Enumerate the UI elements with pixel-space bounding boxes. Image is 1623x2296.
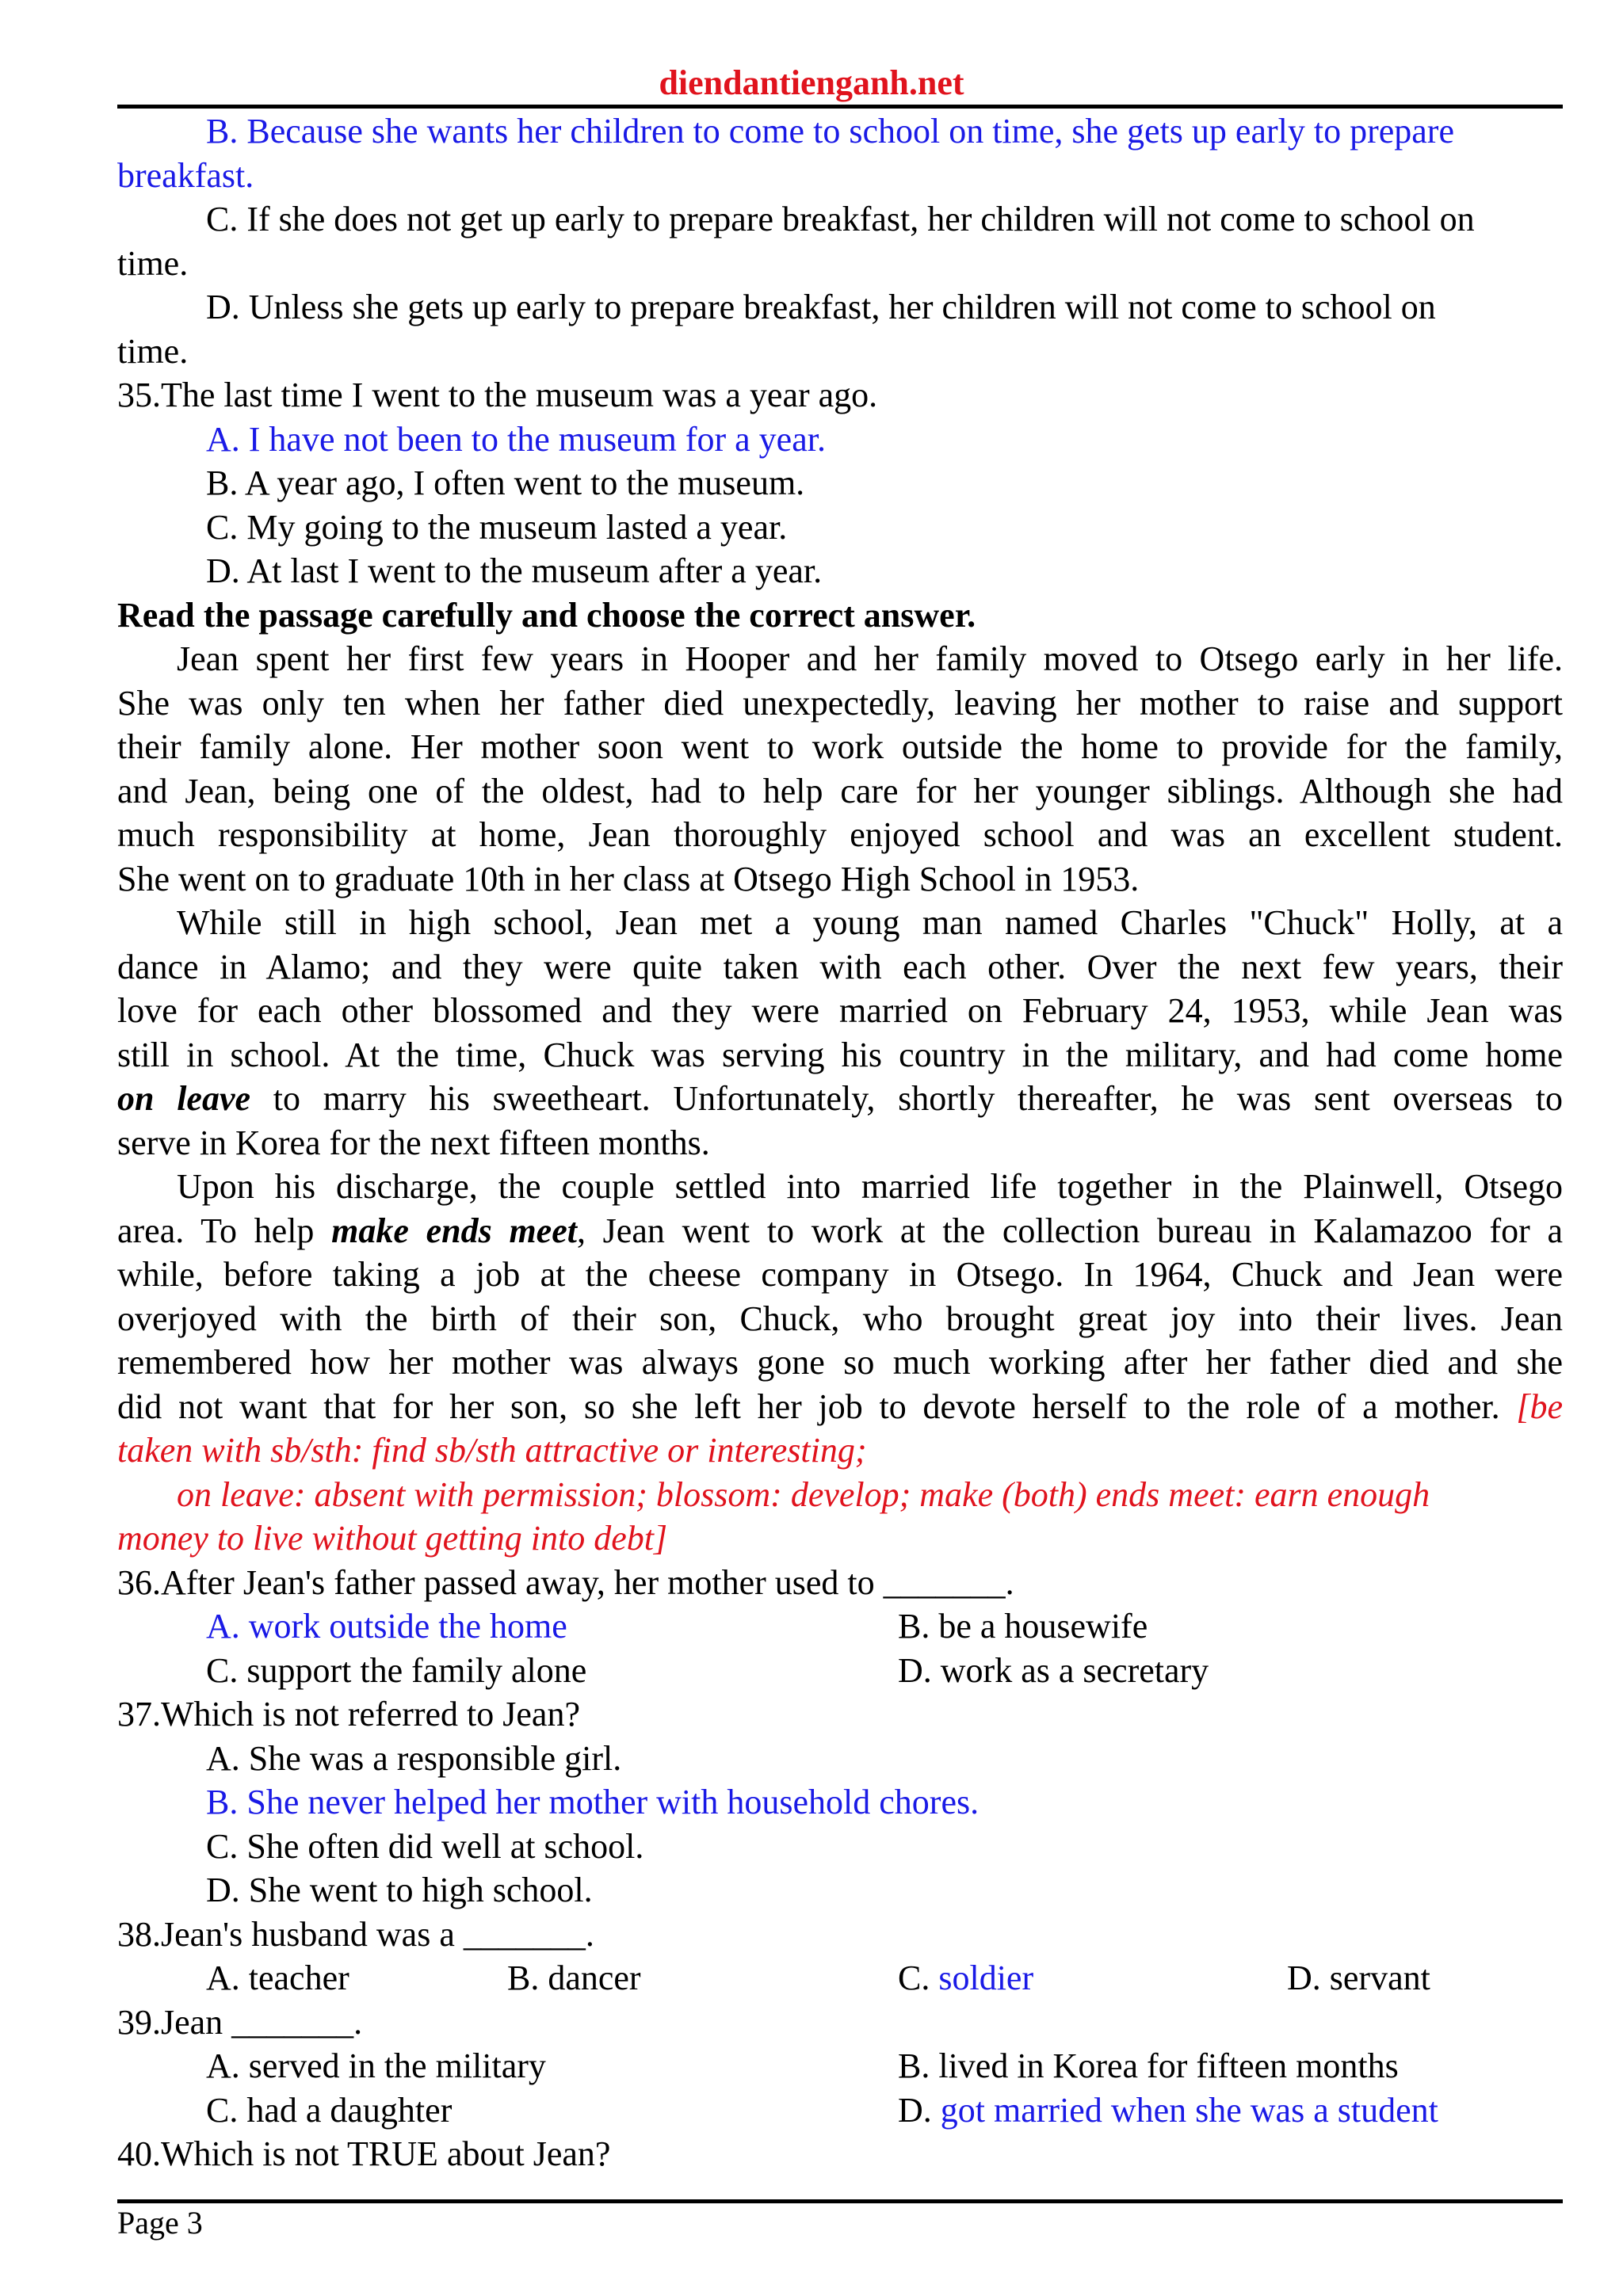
q39-options-row1: [117, 2044, 1563, 2088]
passage-p3-line2: [117, 1209, 1563, 1253]
passage-p2-line2: dance in Alamo; and they were quite taken with each other. Over the next few years, their: [117, 947, 1563, 986]
q38-option-c-text: soldier: [938, 1958, 1034, 1997]
passage-p2-line4: still in school. At the time, Chuck was serving his country in the military, and had come home: [117, 1035, 1563, 1074]
q36-option-b: B. be a housewife: [898, 1607, 1148, 1646]
q40-stem: 40.Which is not TRUE about Jean?: [117, 2134, 611, 2173]
q36-options-row2: [117, 1649, 1563, 1693]
on-leave-keyword: on leave: [117, 1079, 251, 1118]
q35-option-d: D. At last I went to the museum after a year.: [206, 551, 823, 590]
passage-p2-line6: serve in Korea for the next fifteen months.: [117, 1123, 710, 1162]
passage-p3-line6-text: did not want that for her son, so she left her job to devote herself to the role of a mother.: [117, 1386, 1500, 1426]
make-ends-meet-keyword: make ends meet: [331, 1211, 577, 1250]
vocab-note-line1: taken with sb/sth: find sb/sth attractive or interesting;: [117, 1431, 867, 1470]
q34-option-c-line1: C. If she does not get up early to prepare breakfast, her children will not come to school on: [206, 200, 1475, 238]
q37-option-c: C. She often did well at school.: [206, 1826, 644, 1866]
q39-options-row2: [117, 2088, 1563, 2133]
page-number: Page 3: [117, 2205, 203, 2241]
q35-stem: 35.The last time I went to the museum was a year ago.: [117, 376, 878, 414]
passage-p1-line4: and Jean, being one of the oldest, had to help care for her younger siblings. Although she had: [117, 771, 1563, 810]
q34-option-d-line2: time.: [117, 331, 189, 371]
q38-stem: 38.Jean's husband was a _______.: [117, 1914, 594, 1954]
q39-option-d-letter: D.: [898, 2090, 932, 2130]
vocab-note-line2: on leave: absent with permission; blossom: develop; make (both) ends meet: earn enough: [177, 1474, 1430, 1514]
q35-option-a: A. I have not been to the museum for a year.: [206, 419, 826, 459]
q39-stem: 39.Jean _______.: [117, 2002, 363, 2042]
q36-option-c: C. support the family alone: [206, 1650, 587, 1690]
q36-stem: 36.After Jean's father passed away, her mother used to _______.: [117, 1562, 1014, 1602]
q39-option-d: [898, 2088, 1438, 2133]
passage-p1-line3: their family alone. Her mother soon went to work outside the home to provide for the family,: [117, 727, 1563, 766]
q38-options-row: [117, 1956, 1563, 2000]
footer-rule: [117, 2199, 1563, 2203]
q37-option-a: A. She was a responsible girl.: [206, 1738, 622, 1778]
q36-option-d: D. work as a secretary: [898, 1650, 1209, 1690]
q36-option-a: A. work outside the home: [206, 1607, 567, 1646]
passage-p1-line6: She went on to graduate 10th in her class at Otsego High School in 1953.: [117, 859, 1140, 898]
passage-p1-line5: much responsibility at home, Jean thoroughly enjoyed school and was an excellent student.: [117, 815, 1563, 854]
q38-option-a: A. teacher: [206, 1958, 349, 1997]
passage-p3-line4: overjoyed with the birth of their son, Chuck, who brought great joy into their lives. Jean: [117, 1299, 1563, 1338]
passage-p1-line2: She was only ten when her father died unexpectedly, leaving her mother to raise and support: [117, 683, 1563, 723]
q35-option-b: B. A year ago, I often went to the museum.: [206, 463, 805, 502]
q37-stem: 37.Which is not referred to Jean?: [117, 1695, 580, 1733]
passage-p3-line5: remembered how her mother was always gone so much working after her father died and she: [117, 1343, 1563, 1382]
q37-option-b: B. She never helped her mother with household chores.: [206, 1783, 980, 1821]
q39-option-a: A. served in the military: [206, 2046, 546, 2085]
q38-option-c: [898, 1956, 1033, 2000]
passage-p3-line1: Upon his discharge, the couple settled into married life together in the Plainwell, Otsego: [177, 1167, 1563, 1206]
q39-option-d-text: got married when she was a student: [940, 2090, 1438, 2130]
q36-options-row1: [117, 1604, 1563, 1649]
header-rule: [117, 105, 1563, 109]
passage-p2-line5-text: to marry his sweetheart. Unfortunately, shortly thereafter, he was sent overseas to: [273, 1079, 1563, 1118]
vocab-note-line3: money to live without getting into debt]: [117, 1519, 668, 1558]
q39-option-c: C. had a daughter: [206, 2090, 453, 2130]
q34-option-c-line2: time.: [117, 243, 189, 283]
passage-p3-line2-pre: area. To help: [117, 1211, 315, 1250]
q34-option-b-line1: B. Because she wants her children to come to school on time, she gets up early to prepare: [206, 112, 1454, 151]
passage-p3-line3: while, before taking a job at the cheese company in Otsego. In 1964, Chuck and Jean were: [117, 1255, 1563, 1294]
passage-p2-line1: While still in high school, Jean met a young man named Charles "Chuck" Holly, at a: [177, 903, 1563, 942]
q38-option-d: D. servant: [1287, 1958, 1430, 1997]
reading-instruction: Read the passage carefully and choose the correct answer.: [117, 595, 976, 635]
q38-option-b: B. dancer: [507, 1958, 641, 1997]
vocab-note-open: [be: [1516, 1386, 1563, 1426]
q34-option-d-line1: D. Unless she gets up early to prepare breakfast, her children will not come to school on: [206, 288, 1436, 326]
q39-option-b: B. lived in Korea for fifteen months: [898, 2046, 1399, 2085]
site-header: diendantienganh.net: [659, 63, 964, 102]
q35-option-c: C. My going to the museum lasted a year.: [206, 507, 788, 547]
passage-p2-line5: [117, 1077, 1563, 1121]
page-content: [117, 109, 1563, 2176]
passage-p1-line1: Jean spent her first few years in Hooper and her family moved to Otsego early in her life.: [177, 639, 1563, 678]
passage-p2-line3: love for each other blossomed and they were married on February 24, 1953, while Jean was: [117, 991, 1563, 1030]
q34-option-b-line2: breakfast.: [117, 155, 254, 195]
passage-p3-line6: [117, 1385, 1563, 1429]
q37-option-d: D. She went to high school.: [206, 1871, 593, 1909]
q38-option-c-letter: C.: [898, 1958, 930, 1997]
passage-p3-line2-post: , Jean went to work at the collection bureau in Kalamazoo for a: [576, 1211, 1563, 1250]
